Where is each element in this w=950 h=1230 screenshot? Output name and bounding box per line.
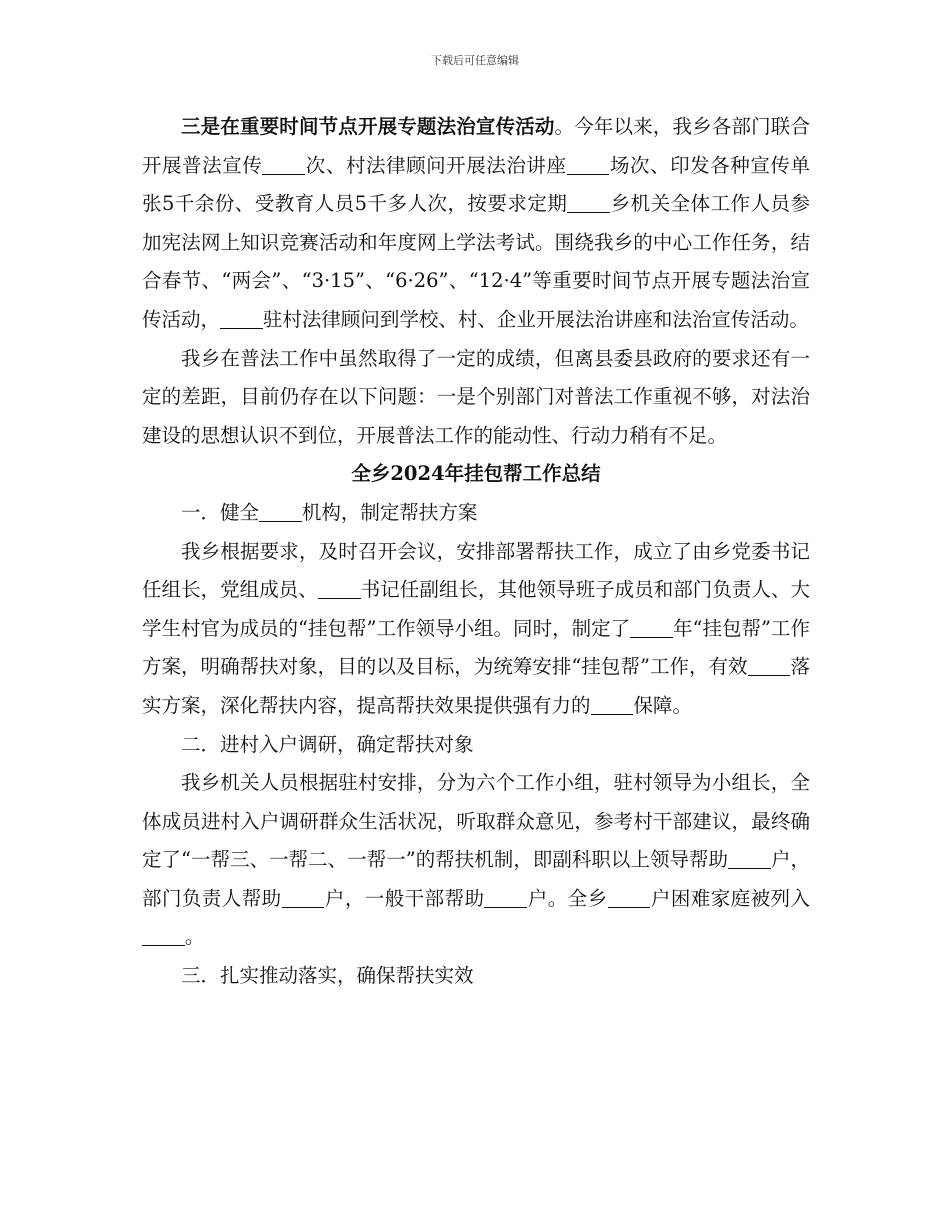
document-body: [142, 108, 810, 996]
blank-field: [608, 887, 651, 908]
blank-field: [567, 193, 610, 214]
blank-field: [748, 656, 791, 677]
paragraph-special-campaign: 三是在重要时间节点开展专题法治宣传活动。今年以来，我乡各部门联合开展普法宣传 次、村法律顾问开展法治讲座 场次、印发各种宣传单张5千余份、受教育人员5千多人次，按要求定期 乡机关全体工作人员参加宪法网上知识竞赛活动和年度网上学法考试。围绕我乡的中心工作任务，结合春节、“两会”、“3·15”、“6·26”、“12·4”等重要时间节点开展专题法治宣传活动， 驻村法律顾问到学校、村、企业开展法治讲座和法治宣传活动。: [142, 115, 810, 331]
blank-field: [282, 887, 325, 908]
blank-field: [259, 501, 302, 522]
blank-field: [484, 887, 527, 908]
blank-field: [591, 694, 634, 715]
heading-three: 三．扎实推动落实，确保帮扶实效: [181, 964, 474, 988]
section-title: 全乡2024年挂包帮工作总结: [351, 462, 601, 486]
paragraph-problems: 我乡在普法工作中虽然取得了一定的成绩，但离县委县政府的要求还有一定的差距，目前仍存在以下问题：一是个别部门对普法工作重视不够，对法治建设的思想认识不到位，开展普法工作的能动性、行动力稍有不足。: [142, 346, 810, 447]
blank-field: [567, 154, 610, 175]
blank-field: [142, 926, 185, 947]
blank-field: [262, 154, 305, 175]
blank-field: [728, 849, 771, 870]
paragraph-organization: 我乡根据要求，及时召开会议，安排部署帮扶工作，成立了由乡党委书记任组长，党组成员、 书记任副组长，其他领导班子成员和部门负责人、大学生村官为成员的“挂包帮”工作领导小组。同时，制定了 年“挂包帮”工作方案，明确帮扶对象，目的以及目标，为统筹安排“挂包帮”工作，有效 落实方案，深化帮扶内容，提高帮扶效果提供强有力的 保障。: [142, 539, 810, 717]
paragraph-lead: 三是在重要时间节点开展专题法治宣传活动: [181, 115, 555, 138]
blank-field: [220, 308, 263, 329]
heading-one: 一．健全 机构，制定帮扶方案: [181, 500, 478, 524]
blank-field: [630, 617, 673, 638]
page-header: 下载后可任意编辑: [431, 54, 519, 67]
heading-two: 二．进村入户调研，确定帮扶对象: [181, 732, 474, 756]
blank-field: [318, 579, 361, 600]
paragraph-survey: 我乡机关人员根据驻村安排，分为六个工作小组，驻村领导为小组长，全体成员进村入户调研群众生活状况，听取群众意见，参考村干部建议，最终确定了“一帮三、一帮二、一帮一”的帮扶机制，即副科职以上领导帮助 户，部门负责人帮助 户，一般干部帮助 户。全乡 户困难家庭被列入。: [142, 771, 810, 949]
